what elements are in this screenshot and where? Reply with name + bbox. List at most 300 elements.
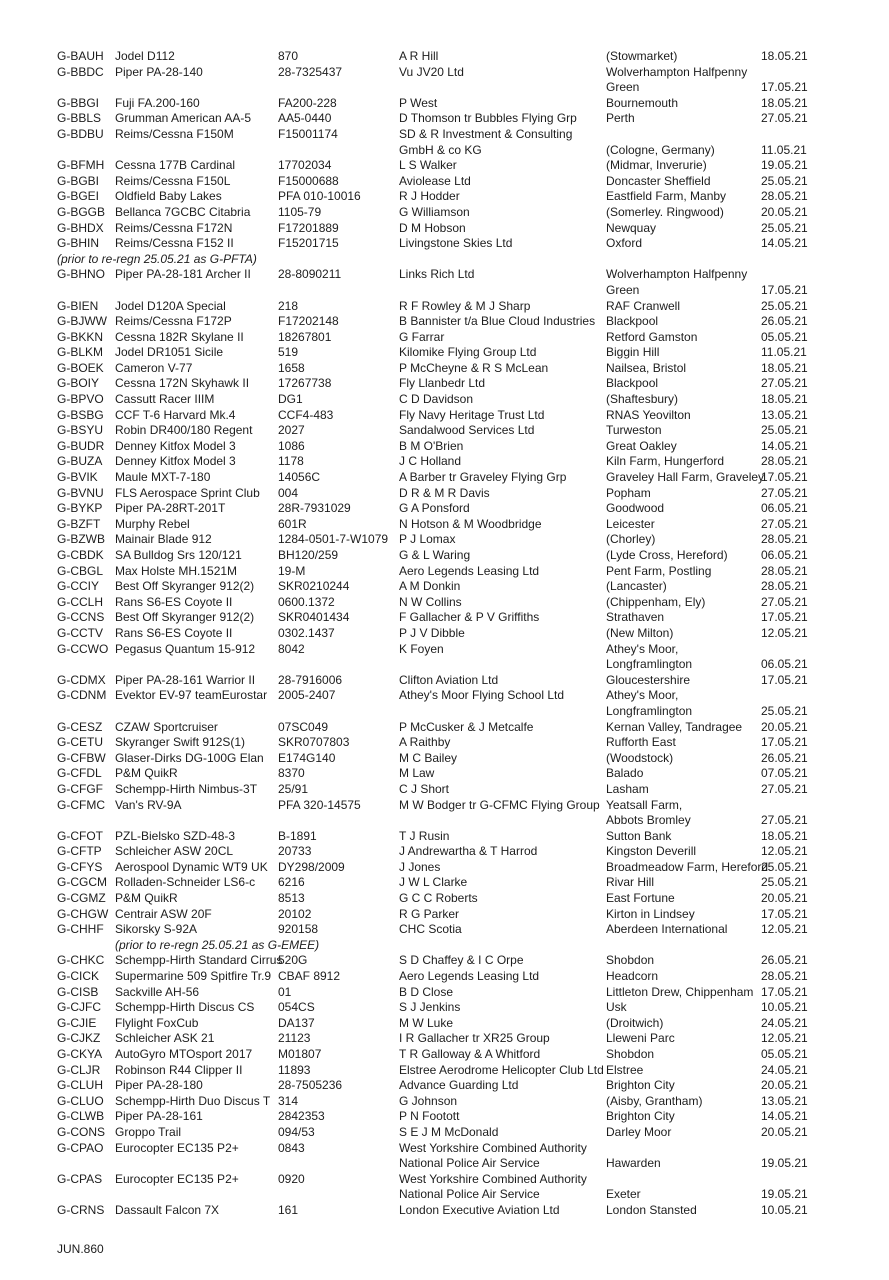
date-cell: 27.05.21 <box>761 376 808 391</box>
base-cell <box>606 673 690 689</box>
table-row <box>57 1016 817 1032</box>
registration-cell: G-BZWB <box>57 532 105 547</box>
registration-cell: G-CICK <box>57 969 99 984</box>
serial-number-cell: 17267738 <box>278 376 332 391</box>
base-cell-line: Popham <box>606 485 651 500</box>
owner-cell-line: R F Rowley & M J Sharp <box>399 298 531 313</box>
registration-cell: G-BHIN <box>57 236 99 251</box>
date-cell: 12.05.21 <box>761 1031 808 1046</box>
base-cell-line: Longframlington <box>606 657 693 672</box>
registration-cell: G-CFDL <box>57 766 102 781</box>
owner-cell-line: D R & M R Davis <box>399 485 490 500</box>
base-cell <box>606 532 655 548</box>
base-cell <box>606 65 747 96</box>
date-cell: 13.05.21 <box>761 1093 808 1108</box>
serial-number-cell: AA5-0440 <box>278 111 332 126</box>
owner-cell <box>399 688 564 704</box>
registration-cell: G-BGGB <box>57 204 106 219</box>
table-row <box>57 267 817 298</box>
owner-cell-line: Vu JV20 Ltd <box>399 64 464 79</box>
base-cell-line: (Lyde Cross, Hereford) <box>606 548 728 562</box>
owner-cell-line: I R Gallacher tr XR25 Group <box>399 1031 550 1046</box>
base-cell <box>606 782 649 798</box>
date-cell: 05.05.21 <box>761 1047 808 1061</box>
registration-cell: G-BIEN <box>57 298 99 313</box>
date-cell: 19.05.21 <box>761 1156 808 1171</box>
owner-cell <box>399 96 437 112</box>
owner-cell <box>399 1063 604 1079</box>
owner-cell-line: A R Hill <box>399 49 439 63</box>
serial-number-cell: 0843 <box>278 1140 305 1155</box>
serial-number-cell: 0600.1372 <box>278 594 335 609</box>
base-cell-line: Lasham <box>606 781 649 796</box>
table-row <box>57 969 817 985</box>
serial-number-cell: 17702034 <box>278 158 332 173</box>
owner-cell <box>399 985 453 1001</box>
serial-number-cell: 20733 <box>278 844 312 859</box>
base-cell <box>606 49 677 65</box>
owner-cell <box>399 1172 587 1203</box>
base-cell <box>606 1016 663 1032</box>
owner-cell <box>399 564 539 580</box>
owner-cell <box>399 111 577 127</box>
base-cell <box>606 548 728 564</box>
date-cell: 14.05.21 <box>761 236 808 251</box>
table-row <box>57 564 817 580</box>
owner-cell-line: J C Holland <box>399 454 462 469</box>
owner-cell-line: M W Bodger tr G-CFMC Flying Group <box>399 797 600 812</box>
serial-number-cell: 8042 <box>278 641 305 656</box>
date-cell: 12.05.21 <box>761 625 808 640</box>
table-row <box>57 985 817 1001</box>
aircraft-type-cell: Murphy Rebel <box>115 516 190 531</box>
registration-cell: G-CGMZ <box>57 891 106 906</box>
registration-cell: G-CFBW <box>57 750 106 765</box>
serial-number-cell: 920158 <box>278 922 319 937</box>
owner-cell <box>399 330 444 346</box>
base-cell-line: Usk <box>606 1000 627 1015</box>
registration-cell: G-BPVO <box>57 392 104 407</box>
date-cell: 17.05.21 <box>761 80 808 95</box>
table-row <box>57 610 817 626</box>
aircraft-type-cell: Rans S6-ES Coyote II <box>115 625 233 640</box>
registration-cell: G-BSBG <box>57 407 104 422</box>
date-cell: 06.05.21 <box>761 501 808 516</box>
aircraft-type-cell: SA Bulldog Srs 120/121 <box>115 548 242 562</box>
aircraft-type-cell: Van's RV-9A <box>115 797 182 812</box>
owner-cell <box>399 844 537 860</box>
table-row <box>57 517 817 533</box>
date-cell: 10.05.21 <box>761 1000 808 1015</box>
date-cell: 24.05.21 <box>761 1062 808 1077</box>
aircraft-type-cell: Reims/Cessna F172N <box>115 220 233 235</box>
registration-cell: G-CETU <box>57 735 103 750</box>
serial-number-cell: 14056C <box>278 470 321 485</box>
registration-cell: G-BHDX <box>57 220 104 235</box>
owner-cell-line: J Andrewartha & T Harrod <box>399 844 538 859</box>
owner-cell <box>399 673 498 689</box>
date-cell: 24.05.21 <box>761 1015 808 1030</box>
serial-number-cell: 28-7325437 <box>278 64 343 79</box>
table-row <box>57 875 817 891</box>
base-cell-line: RNAS Yeovilton <box>606 407 691 422</box>
registration-cell: G-BAUH <box>57 49 104 63</box>
table-row <box>57 111 817 127</box>
serial-number-cell: 094/53 <box>278 1124 315 1139</box>
owner-cell-line: G Johnson <box>399 1093 458 1108</box>
owner-cell-line: T R Galloway & A Whitford <box>399 1047 541 1061</box>
registration-cell: G-CHGW <box>57 906 109 921</box>
serial-number-cell: 07SC049 <box>278 719 329 734</box>
base-cell <box>606 985 753 1001</box>
base-cell <box>606 299 680 315</box>
date-cell: 25.05.21 <box>761 875 808 890</box>
aircraft-type-cell: Cessna 182R Skylane II <box>115 329 244 344</box>
aircraft-type-cell: Maule MXT-7-180 <box>115 470 211 485</box>
serial-number-cell: 161 <box>278 1202 299 1217</box>
serial-number-cell: CCF4-483 <box>278 407 334 422</box>
registration-cell: G-BUDR <box>57 438 105 453</box>
owner-cell-line: B M O'Brien <box>399 438 464 453</box>
serial-number-cell: 18267801 <box>278 329 332 344</box>
date-cell: 17.05.21 <box>761 282 808 297</box>
owner-cell-line: D M Hobson <box>399 220 466 235</box>
registration-cell: G-BOEK <box>57 360 104 375</box>
table-row <box>57 314 817 330</box>
base-cell-line: Doncaster Sheffield <box>606 173 711 188</box>
serial-number-cell: 28-7916006 <box>278 672 343 687</box>
register-table <box>57 49 817 1219</box>
base-cell-line: (Somerley. Ringwood) <box>606 204 724 219</box>
table-row <box>57 392 817 408</box>
registration-cell: G-CCNS <box>57 610 105 625</box>
table-row <box>57 454 817 470</box>
aircraft-type-cell: Schempp-Hirth Nimbus-3T <box>115 781 258 796</box>
owner-cell-line: S D Chaffey & I C Orpe <box>399 953 524 968</box>
serial-number-cell: B-1891 <box>278 828 317 843</box>
aircraft-type-cell: CZAW Sportcruiser <box>115 719 218 734</box>
registration-cell: G-BDBU <box>57 126 104 141</box>
registration-cell: G-CLUH <box>57 1078 104 1093</box>
table-row <box>57 595 817 611</box>
date-cell: 27.05.21 <box>761 594 808 609</box>
base-cell-line: Sutton Bank <box>606 828 672 843</box>
registration-cell: G-BBGI <box>57 95 100 110</box>
table-row <box>57 1109 817 1125</box>
registration-cell: G-BJWW <box>57 314 107 329</box>
base-cell-line: Leicester <box>606 516 655 531</box>
registration-cell: G-BBLS <box>57 111 102 126</box>
owner-cell-line: P J V Dibble <box>399 625 465 640</box>
base-cell <box>606 1047 654 1063</box>
base-cell <box>606 267 747 298</box>
serial-number-cell: F15201715 <box>278 236 339 251</box>
aircraft-type-cell: AutoGyro MTOsport 2017 <box>115 1047 253 1061</box>
base-cell-line: Strathaven <box>606 610 665 625</box>
owner-cell <box>399 392 473 408</box>
base-cell-line: Turweston <box>606 423 662 438</box>
table-row <box>57 688 817 719</box>
date-cell: 27.05.21 <box>761 485 808 500</box>
aircraft-type-cell: Piper PA-28RT-201T <box>115 501 226 516</box>
aircraft-type-cell: Cameron V-77 <box>115 360 193 375</box>
owner-cell <box>399 1125 498 1141</box>
owner-cell <box>399 189 460 205</box>
base-cell-line: Shobdon <box>606 1047 655 1061</box>
owner-cell <box>399 221 466 237</box>
base-cell-line: Longframlington <box>606 703 693 718</box>
serial-number-cell: 25/91 <box>278 781 309 796</box>
registration-cell: G-CCLH <box>57 594 104 609</box>
owner-cell <box>399 423 534 439</box>
table-row <box>57 891 817 907</box>
base-cell <box>606 1000 627 1016</box>
registration-cell: G-CLJR <box>57 1062 101 1077</box>
date-cell: 18.05.21 <box>761 828 808 843</box>
aircraft-type-cell: CCF T-6 Harvard Mk.4 <box>115 407 236 422</box>
serial-number-cell: F17202148 <box>278 314 339 329</box>
date-cell: 06.05.21 <box>761 657 808 672</box>
base-cell <box>606 860 768 876</box>
base-cell-line: Wolverhampton Halfpenny <box>606 64 748 79</box>
date-cell: 20.05.21 <box>761 891 808 906</box>
base-cell <box>606 595 705 611</box>
date-cell: 18.05.21 <box>761 360 808 375</box>
base-cell-line: Eastfield Farm, Manby <box>606 189 727 204</box>
aircraft-type-cell: Cessna 172N Skyhawk II <box>115 376 250 391</box>
owner-cell <box>399 127 572 158</box>
base-cell-line: Biggin Hill <box>606 345 660 360</box>
base-cell <box>606 907 695 923</box>
owner-cell <box>399 439 463 455</box>
base-cell-line: Rivar Hill <box>606 875 654 890</box>
serial-number-cell: SKR0401434 <box>278 610 350 625</box>
registration-cell: G-CCIY <box>57 579 99 594</box>
registration-cell: G-BGEI <box>57 189 100 204</box>
owner-cell <box>399 1094 457 1110</box>
date-cell: 17.05.21 <box>761 906 808 921</box>
table-row <box>57 408 817 424</box>
serial-number-cell: 1284-0501-7-W1079 <box>278 532 389 547</box>
date-cell: 12.05.21 <box>761 922 808 937</box>
base-cell-line: Aberdeen International <box>606 922 728 937</box>
owner-cell <box>399 875 467 891</box>
base-cell-line: Goodwood <box>606 501 665 516</box>
owner-cell-line: Aero Legends Leasing Ltd <box>399 969 540 984</box>
owner-cell <box>399 720 533 736</box>
registration-cell: G-BVIK <box>57 470 98 485</box>
aircraft-type-cell: Mainair Blade 912 <box>115 532 212 547</box>
serial-number-cell: CBAF 8912 <box>278 969 341 984</box>
date-cell: 14.05.21 <box>761 1109 808 1124</box>
base-cell <box>606 1141 661 1172</box>
base-cell-line: Green <box>606 80 640 95</box>
owner-cell-line: G Williamson <box>399 204 470 219</box>
owner-cell-line: R G Parker <box>399 906 460 921</box>
table-row <box>57 860 817 876</box>
owner-cell <box>399 829 449 845</box>
aircraft-type-cell: Evektor EV-97 teamEurostar <box>115 688 268 703</box>
owner-cell-line: Kilomike Flying Group Ltd <box>399 345 537 360</box>
base-cell <box>606 891 675 907</box>
owner-cell <box>399 548 470 564</box>
owner-cell-line: P N Footott <box>399 1109 460 1124</box>
owner-cell-line: C J Short <box>399 781 450 796</box>
registration-cell: G-CISB <box>57 984 99 999</box>
registration-cell: G-CCTV <box>57 625 103 640</box>
serial-number-cell: PFA 010-10016 <box>278 189 361 204</box>
table-row <box>57 205 817 221</box>
table-row <box>57 1000 817 1016</box>
owner-cell-line: Fly Llanbedr Ltd <box>399 376 486 391</box>
registration-cell: G-BFMH <box>57 158 105 173</box>
base-cell <box>606 345 659 361</box>
registration-cell: G-CGCM <box>57 875 107 890</box>
date-cell: 17.05.21 <box>761 735 808 750</box>
base-cell <box>606 376 658 392</box>
table-row <box>57 1141 817 1172</box>
base-cell-line: (Chippenham, Ely) <box>606 594 706 609</box>
owner-cell <box>399 205 470 221</box>
date-cell: 25.05.21 <box>761 220 808 235</box>
base-cell <box>606 330 697 346</box>
serial-number-cell: 870 <box>278 49 299 63</box>
base-cell-line: (Aisby, Grantham) <box>606 1093 703 1108</box>
serial-number-cell: E174G140 <box>278 750 336 765</box>
owner-cell <box>399 517 542 533</box>
date-cell: 28.05.21 <box>761 454 808 469</box>
serial-number-cell: 28-8090211 <box>278 267 342 282</box>
aircraft-type-cell: Piper PA-28-161 Warrior II <box>115 672 256 687</box>
owner-cell <box>399 1016 453 1032</box>
registration-cell: G-CFYS <box>57 859 103 874</box>
owner-cell <box>399 782 449 798</box>
registration-cell: G-CONS <box>57 1124 105 1139</box>
owner-cell-line: P West <box>399 95 438 110</box>
note-row <box>57 252 817 268</box>
owner-cell <box>399 314 595 330</box>
base-cell-line: Exeter <box>606 1187 641 1202</box>
owner-cell-line: F Gallacher & P V Griffiths <box>399 610 540 625</box>
owner-cell-line: A M Donkin <box>399 579 461 594</box>
serial-number-cell: SKR0210244 <box>278 579 350 594</box>
owner-cell-line: Fly Navy Heritage Trust Ltd <box>399 407 545 422</box>
table-row <box>57 470 817 486</box>
base-cell-line: Green <box>606 282 640 297</box>
base-cell-line: Pent Farm, Postling <box>606 563 712 578</box>
date-cell: 17.05.21 <box>761 984 808 999</box>
registration-cell: G-CJFC <box>57 1000 101 1015</box>
registration-cell: G-CLWB <box>57 1109 105 1124</box>
base-cell <box>606 221 656 237</box>
owner-cell-line: G C C Roberts <box>399 891 478 906</box>
table-row <box>57 330 817 346</box>
aircraft-type-cell: Schempp-Hirth Standard Cirrus <box>115 953 283 968</box>
owner-cell-line: Livingstone Skies Ltd <box>399 236 513 251</box>
date-cell: 18.05.21 <box>761 49 808 63</box>
registration-cell: G-CJKZ <box>57 1031 101 1046</box>
owner-cell <box>399 626 465 642</box>
owner-cell <box>399 470 566 486</box>
owner-cell <box>399 579 460 595</box>
date-cell: 11.05.21 <box>761 142 807 157</box>
owner-cell-line: Elstree Aerodrome Helicopter Club Ltd <box>399 1062 604 1077</box>
aircraft-type-cell: FLS Aerospace Sprint Club <box>115 485 260 500</box>
serial-number-cell: 6216 <box>278 875 305 890</box>
base-cell <box>606 844 696 860</box>
aircraft-type-cell: Piper PA-28-180 <box>115 1078 203 1093</box>
serial-number-cell: DY298/2009 <box>278 859 345 874</box>
owner-cell-line: T J Rusin <box>399 828 450 843</box>
serial-number-cell: F15001174 <box>278 126 338 141</box>
base-cell-line: Oxford <box>606 236 643 251</box>
base-cell <box>606 798 691 829</box>
aircraft-type-cell: Jodel DR1051 Sicile <box>115 345 224 360</box>
date-cell: 28.05.21 <box>761 189 808 204</box>
owner-cell-line: Sandalwood Services Ltd <box>399 423 535 438</box>
aircraft-type-cell: Reims/Cessna F150M <box>115 126 234 141</box>
serial-number-cell: M01807 <box>278 1047 322 1061</box>
aircraft-type-cell: PZL-Bielsko SZD-48-3 <box>115 828 236 843</box>
serial-number-cell: 1105-79 <box>278 204 322 219</box>
owner-cell-line: B D Close <box>399 984 454 999</box>
date-cell: 27.05.21 <box>761 813 808 828</box>
aircraft-type-cell: Jodel D112 <box>115 49 175 63</box>
owner-cell-line: P J Lomax <box>399 532 456 547</box>
registration-cell: G-BSYU <box>57 423 104 438</box>
registration-cell: G-BKKN <box>57 329 104 344</box>
date-cell: 17.05.21 <box>761 610 808 625</box>
base-cell-line: Graveley Hall Farm, Graveley <box>606 470 765 485</box>
base-cell-line: RAF Cranwell <box>606 298 681 313</box>
table-row <box>57 579 817 595</box>
serial-number-cell: FA200-228 <box>278 95 337 110</box>
owner-cell <box>399 236 512 252</box>
owner-cell <box>399 532 455 548</box>
owner-cell <box>399 345 536 361</box>
owner-cell <box>399 1031 550 1047</box>
owner-cell-line: Links Rich Ltd <box>399 267 475 282</box>
table-row <box>57 720 817 736</box>
owner-cell-line: K Foyen <box>399 641 444 656</box>
owner-cell <box>399 969 539 985</box>
table-row <box>57 1031 817 1047</box>
serial-number-cell: F15000688 <box>278 173 339 188</box>
owner-cell-line: West Yorkshire Combined Authority <box>399 1171 587 1186</box>
owner-cell-line: G A Ponsford <box>399 501 470 516</box>
base-cell <box>606 392 678 408</box>
base-cell-line: Blackpool <box>606 376 659 391</box>
date-cell: 13.05.21 <box>761 407 808 422</box>
aircraft-type-cell: Eurocopter EC135 P2+ <box>115 1171 239 1186</box>
table-row <box>57 1203 817 1219</box>
date-cell: 28.05.21 <box>761 563 808 578</box>
table-row <box>57 1094 817 1110</box>
base-cell-line: (Cologne, Germany) <box>606 142 715 157</box>
owner-cell <box>399 751 457 767</box>
owner-cell-line: J W L Clarke <box>399 875 468 890</box>
owner-cell-line: M W Luke <box>399 1015 454 1030</box>
base-cell <box>606 174 711 190</box>
aircraft-type-cell: Groppo Trail <box>115 1124 182 1139</box>
table-row <box>57 626 817 642</box>
registration-cell: G-CESZ <box>57 719 103 734</box>
owner-cell <box>399 798 600 814</box>
registration-cell: G-BZFT <box>57 516 101 531</box>
table-row <box>57 798 817 829</box>
owner-cell-line: GmbH & co KG <box>399 142 482 157</box>
base-cell <box>606 423 662 439</box>
